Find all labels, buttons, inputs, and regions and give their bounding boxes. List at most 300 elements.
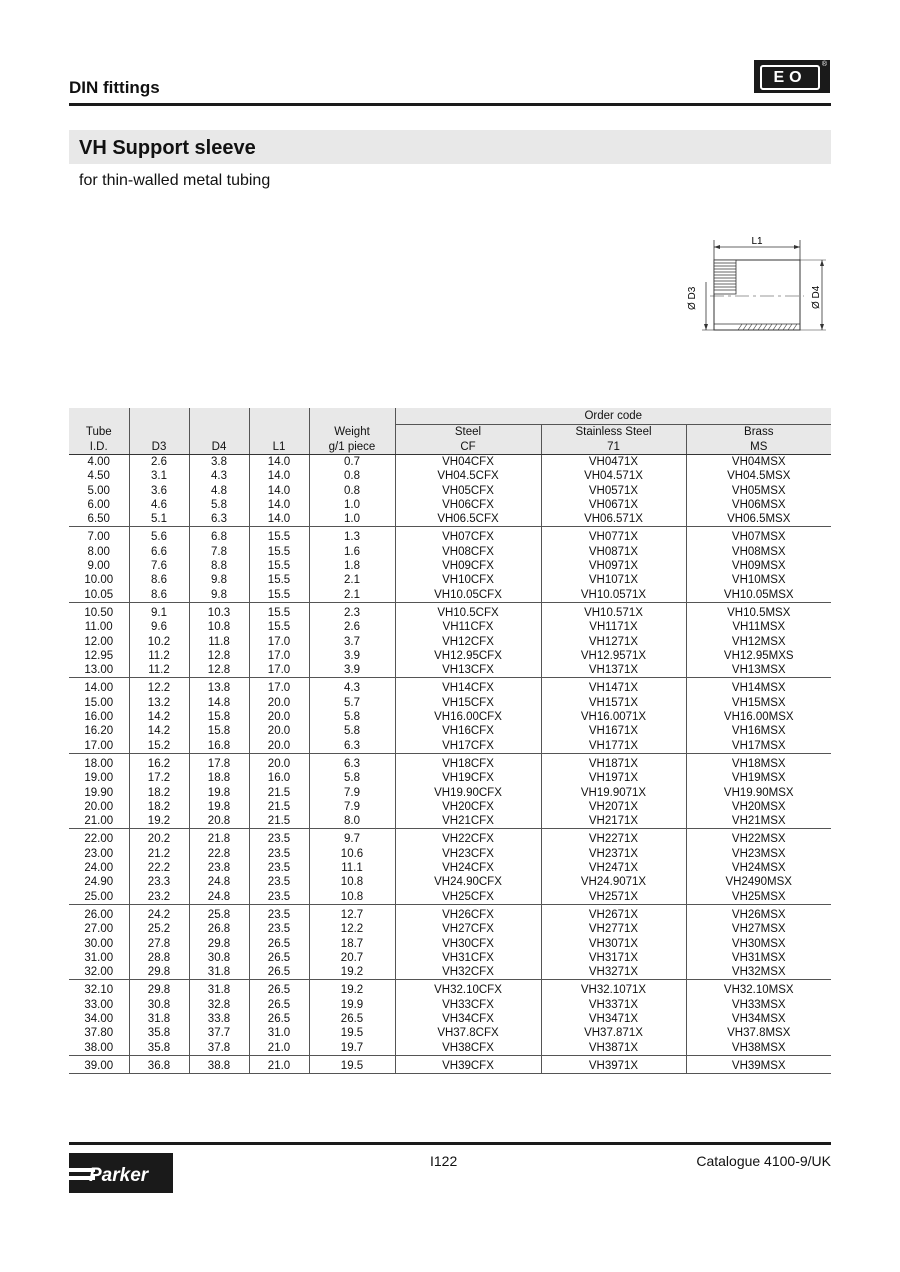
cell-d3: 3.1 <box>129 469 189 483</box>
cell-d4: 30.8 <box>189 951 249 965</box>
brass-header-2: MS <box>686 440 831 455</box>
table-row <box>69 771 831 785</box>
d3-header: D3 <box>129 440 189 455</box>
cell-weight: 5.8 <box>309 771 395 785</box>
cell-brass-code: VH22MSX <box>731 833 786 846</box>
cell-brass-code: VH30MSX <box>731 937 786 950</box>
cell-steel-code: VH27CFX <box>395 922 541 936</box>
cell-brass-code: VH07MSX <box>731 531 786 544</box>
cell-l1: 20.0 <box>249 724 309 738</box>
table-row <box>69 678 831 696</box>
cell-l1: 15.5 <box>249 527 309 545</box>
cell-d3: 28.8 <box>129 951 189 965</box>
cell-d3: 27.8 <box>129 937 189 951</box>
cell-l1: 17.0 <box>249 678 309 696</box>
cell-weight: 12.7 <box>309 904 395 922</box>
table-row <box>69 951 831 965</box>
stainless-header-2: 71 <box>541 440 686 455</box>
cell-tube-id: 39.00 <box>69 1055 129 1073</box>
cell-d4: 17.8 <box>189 753 249 771</box>
stainless-header-1: Stainless Steel <box>541 425 686 441</box>
cell-tube-id: 16.20 <box>69 724 129 738</box>
cell-stainless-code: VH10.0571X <box>541 588 686 603</box>
cell-d3: 24.2 <box>129 904 189 922</box>
cell-stainless-code: VH3971X <box>541 1055 686 1073</box>
table-row <box>69 484 831 498</box>
cell-d4: 6.3 <box>189 512 249 527</box>
cell-brass-code: VH21MSX <box>686 814 831 829</box>
table-row <box>69 861 831 875</box>
cell-d4: 8.8 <box>189 559 249 573</box>
cell-steel-code: VH12CFX <box>395 635 541 649</box>
cell-d3: 10.2 <box>129 635 189 649</box>
label-d3: Ø D3 <box>687 286 698 310</box>
cell-d3: 29.8 <box>129 965 189 980</box>
cell-d4: 10.3 <box>189 602 249 620</box>
cell-steel-code: VH33CFX <box>395 998 541 1012</box>
cell-stainless-code: VH0471X <box>541 455 686 470</box>
cell-d4: 29.8 <box>189 937 249 951</box>
cell-steel-code: VH07CFX <box>395 527 541 545</box>
cell-d4: 23.8 <box>189 861 249 875</box>
label-d4: Ø D4 <box>811 285 822 309</box>
cell-tube-id: 26.00 <box>69 904 129 922</box>
cell-brass-code: VH33MSX <box>731 998 786 1011</box>
cell-brass-code: VH12MSX <box>731 635 786 648</box>
cell-stainless-code: VH1271X <box>541 635 686 649</box>
table-row <box>69 498 831 512</box>
cell-tube-id: 23.00 <box>69 847 129 861</box>
cell-weight: 20.7 <box>309 951 395 965</box>
cell-stainless-code: VH1371X <box>541 663 686 678</box>
cell-steel-code: VH24.90CFX <box>395 875 541 889</box>
cell-steel-code: VH34CFX <box>395 1012 541 1026</box>
cell-l1: 20.0 <box>249 739 309 754</box>
cell-steel-code: VH22CFX <box>395 829 541 847</box>
cell-tube-id: 13.00 <box>69 663 129 678</box>
cell-d4: 22.8 <box>189 847 249 861</box>
table-row <box>69 559 831 573</box>
cell-tube-id: 6.50 <box>69 512 129 527</box>
cell-l1: 26.5 <box>249 965 309 980</box>
cell-d3: 22.2 <box>129 861 189 875</box>
cell-tube-id: 8.00 <box>69 545 129 559</box>
cell-stainless-code: VH3071X <box>541 937 686 951</box>
cell-d4: 31.8 <box>189 980 249 998</box>
table-row <box>69 602 831 620</box>
cell-stainless-code: VH1671X <box>541 724 686 738</box>
cell-brass-code: VH37.8MSX <box>727 1027 791 1040</box>
cell-d4: 25.8 <box>189 904 249 922</box>
table-row <box>69 469 831 483</box>
cell-steel-code: VH20CFX <box>395 800 541 814</box>
cell-l1: 16.0 <box>249 771 309 785</box>
cell-l1: 26.5 <box>249 951 309 965</box>
cell-l1: 23.5 <box>249 875 309 889</box>
cell-d4: 37.7 <box>189 1026 249 1040</box>
cell-stainless-code: VH2171X <box>541 814 686 829</box>
cell-l1: 23.5 <box>249 829 309 847</box>
cell-steel-code: VH19.90CFX <box>395 786 541 800</box>
cell-stainless-code: VH2671X <box>541 904 686 922</box>
cell-weight: 26.5 <box>309 1012 395 1026</box>
cell-stainless-code: VH1171X <box>541 620 686 634</box>
steel-header-2: CF <box>395 440 541 455</box>
cell-d3: 16.2 <box>129 753 189 771</box>
cell-d3: 2.6 <box>129 455 189 470</box>
cell-steel-code: VH23CFX <box>395 847 541 861</box>
cell-l1: 26.5 <box>249 1012 309 1026</box>
cell-brass-code: VH10.5MSX <box>727 606 791 619</box>
cell-steel-code: VH06.5CFX <box>395 512 541 527</box>
table-row <box>69 875 831 889</box>
cell-stainless-code: VH0771X <box>541 527 686 545</box>
cell-steel-code: VH26CFX <box>395 904 541 922</box>
table-row <box>69 800 831 814</box>
cell-steel-code: VH24CFX <box>395 861 541 875</box>
cell-d4: 15.8 <box>189 724 249 738</box>
cell-d4: 4.3 <box>189 469 249 483</box>
cell-l1: 21.0 <box>249 1055 309 1073</box>
cell-l1: 23.5 <box>249 890 309 905</box>
cell-d4: 13.8 <box>189 678 249 696</box>
cell-weight: 2.1 <box>309 573 395 587</box>
cell-brass-code: VH06MSX <box>731 498 786 511</box>
cell-stainless-code: VH10.571X <box>541 602 686 620</box>
dimensions-table <box>69 408 831 1074</box>
order-code-header: Order code <box>395 408 831 425</box>
cell-brass-code: VH10MSX <box>731 574 786 587</box>
cell-weight: 9.7 <box>309 829 395 847</box>
cell-brass-code: VH14MSX <box>731 682 786 695</box>
cell-weight: 12.2 <box>309 922 395 936</box>
cell-l1: 21.5 <box>249 786 309 800</box>
cell-d3: 8.6 <box>129 588 189 603</box>
cell-stainless-code: VH2771X <box>541 922 686 936</box>
table-row <box>69 890 831 905</box>
tube-header-1: Tube <box>69 425 129 441</box>
cell-brass-code: VH2490MSX <box>725 876 792 889</box>
cell-steel-code: VH13CFX <box>395 663 541 678</box>
cell-d4: 7.8 <box>189 545 249 559</box>
d4-header: D4 <box>189 440 249 455</box>
cell-stainless-code: VH32.1071X <box>541 980 686 998</box>
cell-l1: 21.0 <box>249 1041 309 1056</box>
cell-tube-id: 14.00 <box>69 678 129 696</box>
cell-l1: 23.5 <box>249 861 309 875</box>
table-row <box>69 588 831 603</box>
cell-steel-code: VH17CFX <box>395 739 541 754</box>
cell-stainless-code: VH1071X <box>541 573 686 587</box>
cell-tube-id: 10.00 <box>69 573 129 587</box>
cell-steel-code: VH31CFX <box>395 951 541 965</box>
cell-weight: 0.7 <box>309 455 395 470</box>
weight-header-1: Weight <box>309 425 395 441</box>
cell-d4: 9.8 <box>189 573 249 587</box>
cell-tube-id: 30.00 <box>69 937 129 951</box>
cell-steel-code: VH11CFX <box>395 620 541 634</box>
cell-weight: 7.9 <box>309 800 395 814</box>
table-row <box>69 753 831 771</box>
cell-d4: 32.8 <box>189 998 249 1012</box>
cell-brass-code: VH04MSX <box>731 456 786 468</box>
cell-weight: 0.8 <box>309 469 395 483</box>
cell-tube-id: 32.00 <box>69 965 129 980</box>
cell-brass-code: VH13MSX <box>686 663 831 678</box>
cell-l1: 14.0 <box>249 455 309 470</box>
cell-tube-id: 19.90 <box>69 786 129 800</box>
label-l1: L1 <box>751 236 763 247</box>
cell-weight: 4.3 <box>309 678 395 696</box>
cell-tube-id: 25.00 <box>69 890 129 905</box>
cell-d4: 14.8 <box>189 696 249 710</box>
cell-tube-id: 22.00 <box>69 829 129 847</box>
cell-brass-code: VH18MSX <box>731 757 786 770</box>
cell-brass-code: VH09MSX <box>731 560 786 573</box>
cell-stainless-code: VH12.9571X <box>541 649 686 663</box>
cell-d3: 29.8 <box>129 980 189 998</box>
cell-steel-code: VH16CFX <box>395 724 541 738</box>
cell-weight: 1.0 <box>309 512 395 527</box>
cell-steel-code: VH37.8CFX <box>395 1026 541 1040</box>
cell-weight: 10.8 <box>309 875 395 889</box>
cell-steel-code: VH10.5CFX <box>395 602 541 620</box>
cell-brass-code: VH19.90MSX <box>723 786 794 799</box>
cell-stainless-code: VH16.0071X <box>541 710 686 724</box>
cell-steel-code: VH08CFX <box>395 545 541 559</box>
cell-weight: 19.2 <box>309 965 395 980</box>
cell-d4: 19.8 <box>189 786 249 800</box>
cell-tube-id: 11.00 <box>69 620 129 634</box>
table-row <box>69 786 831 800</box>
footer-rule <box>69 1142 831 1145</box>
cell-l1: 20.0 <box>249 696 309 710</box>
cell-d4: 26.8 <box>189 922 249 936</box>
table-row <box>69 635 831 649</box>
cell-l1: 20.0 <box>249 753 309 771</box>
cell-d3: 25.2 <box>129 922 189 936</box>
cell-d3: 9.1 <box>129 602 189 620</box>
cell-stainless-code: VH1871X <box>541 753 686 771</box>
table-row <box>69 922 831 936</box>
table-row <box>69 649 831 663</box>
cell-d3: 19.2 <box>129 814 189 829</box>
table-row <box>69 724 831 738</box>
cell-weight: 3.7 <box>309 635 395 649</box>
cell-d3: 9.6 <box>129 620 189 634</box>
cell-brass-code: VH25MSX <box>686 890 831 905</box>
table-row <box>69 527 831 545</box>
cell-brass-code: VH38MSX <box>686 1041 831 1056</box>
cell-stainless-code: VH0571X <box>541 484 686 498</box>
cell-brass-code: VH26MSX <box>731 908 786 921</box>
cell-d3: 31.8 <box>129 1012 189 1026</box>
cell-brass-code: VH24MSX <box>731 862 786 875</box>
cell-weight: 5.8 <box>309 724 395 738</box>
cell-steel-code: VH06CFX <box>395 498 541 512</box>
cell-weight: 19.5 <box>309 1026 395 1040</box>
cell-stainless-code: VH1471X <box>541 678 686 696</box>
cell-tube-id: 34.00 <box>69 1012 129 1026</box>
cell-tube-id: 7.00 <box>69 527 129 545</box>
cell-stainless-code: VH2571X <box>541 890 686 905</box>
eo-logo <box>754 60 830 93</box>
cell-weight: 5.7 <box>309 696 395 710</box>
cell-d3: 18.2 <box>129 800 189 814</box>
table-row <box>69 1055 831 1073</box>
cell-d4: 24.8 <box>189 890 249 905</box>
cell-stainless-code: VH19.9071X <box>541 786 686 800</box>
cell-tube-id: 4.00 <box>69 455 129 470</box>
cell-weight: 3.9 <box>309 649 395 663</box>
cell-tube-id: 20.00 <box>69 800 129 814</box>
cell-weight: 3.9 <box>309 663 395 678</box>
cell-d4: 31.8 <box>189 965 249 980</box>
cell-l1: 15.5 <box>249 573 309 587</box>
eo-logo-text: EO <box>760 65 820 90</box>
cell-d4: 19.8 <box>189 800 249 814</box>
cell-weight: 11.1 <box>309 861 395 875</box>
cell-d3: 12.2 <box>129 678 189 696</box>
cell-tube-id: 24.90 <box>69 875 129 889</box>
cell-l1: 23.5 <box>249 904 309 922</box>
cell-weight: 2.1 <box>309 588 395 603</box>
cell-steel-code: VH30CFX <box>395 937 541 951</box>
cell-steel-code: VH32.10CFX <box>395 980 541 998</box>
cell-steel-code: VH12.95CFX <box>395 649 541 663</box>
cell-d4: 33.8 <box>189 1012 249 1026</box>
cell-weight: 7.9 <box>309 786 395 800</box>
cell-d3: 13.2 <box>129 696 189 710</box>
cell-brass-code: VH12.95MXS <box>723 649 794 662</box>
cell-d4: 12.8 <box>189 649 249 663</box>
page-subtitle: for thin-walled metal tubing <box>79 172 271 189</box>
cell-stainless-code: VH24.9071X <box>541 875 686 889</box>
cell-steel-code: VH39CFX <box>395 1055 541 1073</box>
cell-d3: 18.2 <box>129 786 189 800</box>
parker-logo-text: Parker <box>89 1165 149 1186</box>
cell-brass-code: VH17MSX <box>686 739 831 754</box>
cell-tube-id: 4.50 <box>69 469 129 483</box>
cell-brass-code: VH05MSX <box>731 484 786 497</box>
cell-d3: 15.2 <box>129 739 189 754</box>
cell-brass-code: VH19MSX <box>731 772 786 785</box>
cell-weight: 0.8 <box>309 484 395 498</box>
cell-d3: 4.6 <box>129 498 189 512</box>
cell-l1: 17.0 <box>249 649 309 663</box>
cell-stainless-code: VH1571X <box>541 696 686 710</box>
cell-d4: 20.8 <box>189 814 249 829</box>
cell-weight: 1.3 <box>309 527 395 545</box>
table-row <box>69 512 831 527</box>
cell-l1: 15.5 <box>249 602 309 620</box>
cell-d4: 3.8 <box>189 455 249 470</box>
cell-l1: 17.0 <box>249 663 309 678</box>
cell-stainless-code: VH0971X <box>541 559 686 573</box>
cell-d3: 20.2 <box>129 829 189 847</box>
support-sleeve-drawing <box>680 230 832 340</box>
cell-steel-code: VH05CFX <box>395 484 541 498</box>
cell-weight: 2.6 <box>309 620 395 634</box>
cell-stainless-code: VH3271X <box>541 965 686 980</box>
cell-tube-id: 9.00 <box>69 559 129 573</box>
cell-weight: 8.0 <box>309 814 395 829</box>
table-row <box>69 620 831 634</box>
cell-brass-code: VH27MSX <box>731 923 786 936</box>
cell-tube-id: 19.00 <box>69 771 129 785</box>
cell-l1: 20.0 <box>249 710 309 724</box>
cell-stainless-code: VH37.871X <box>541 1026 686 1040</box>
cell-d4: 18.8 <box>189 771 249 785</box>
cell-stainless-code: VH3471X <box>541 1012 686 1026</box>
cell-steel-code: VH21CFX <box>395 814 541 829</box>
table-row <box>69 1012 831 1026</box>
cell-d3: 17.2 <box>129 771 189 785</box>
cell-brass-code: VH15MSX <box>731 696 786 709</box>
table-row <box>69 1041 831 1056</box>
cell-d3: 30.8 <box>129 998 189 1012</box>
cell-d3: 3.6 <box>129 484 189 498</box>
cell-tube-id: 31.00 <box>69 951 129 965</box>
cell-l1: 15.5 <box>249 559 309 573</box>
cell-stainless-code: VH2271X <box>541 829 686 847</box>
cell-weight: 6.3 <box>309 753 395 771</box>
cell-tube-id: 17.00 <box>69 739 129 754</box>
cell-brass-code: VH10.05MSX <box>686 588 831 603</box>
parker-logo <box>69 1153 173 1193</box>
cell-tube-id: 24.00 <box>69 861 129 875</box>
cell-l1: 15.5 <box>249 620 309 634</box>
cell-weight: 1.0 <box>309 498 395 512</box>
cell-stainless-code: VH06.571X <box>541 512 686 527</box>
cell-stainless-code: VH1971X <box>541 771 686 785</box>
tube-header-2: I.D. <box>69 440 129 455</box>
cell-brass-code: VH06.5MSX <box>686 512 831 527</box>
cell-weight: 1.6 <box>309 545 395 559</box>
page-number: I122 <box>430 1153 458 1169</box>
cell-l1: 26.5 <box>249 980 309 998</box>
cell-weight: 19.7 <box>309 1041 395 1056</box>
header-rule <box>69 103 831 106</box>
steel-header-1: Steel <box>395 425 541 441</box>
cell-l1: 14.0 <box>249 512 309 527</box>
cell-brass-code: VH16MSX <box>731 725 786 738</box>
eo-logo-registered: ® <box>821 61 827 68</box>
cell-steel-code: VH14CFX <box>395 678 541 696</box>
cell-tube-id: 10.05 <box>69 588 129 603</box>
cell-tube-id: 33.00 <box>69 998 129 1012</box>
cell-d4: 4.8 <box>189 484 249 498</box>
cell-weight: 2.3 <box>309 602 395 620</box>
cell-l1: 15.5 <box>249 588 309 603</box>
cell-tube-id: 5.00 <box>69 484 129 498</box>
table-row <box>69 739 831 754</box>
table-row <box>69 847 831 861</box>
cell-d3: 5.6 <box>129 527 189 545</box>
cell-l1: 23.5 <box>249 922 309 936</box>
cell-l1: 23.5 <box>249 847 309 861</box>
cell-l1: 26.5 <box>249 998 309 1012</box>
l1-header: L1 <box>249 440 309 455</box>
cell-d3: 14.2 <box>129 724 189 738</box>
cell-stainless-code: VH1771X <box>541 739 686 754</box>
cell-tube-id: 12.95 <box>69 649 129 663</box>
cell-steel-code: VH10CFX <box>395 573 541 587</box>
cell-d4: 12.8 <box>189 663 249 678</box>
cell-tube-id: 16.00 <box>69 710 129 724</box>
cell-steel-code: VH10.05CFX <box>395 588 541 603</box>
cell-l1: 14.0 <box>249 498 309 512</box>
